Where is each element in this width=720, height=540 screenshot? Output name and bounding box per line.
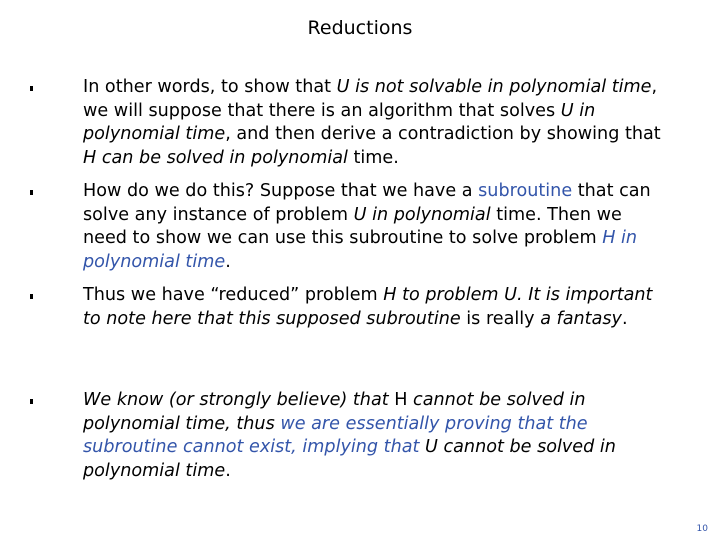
slide-title: Reductions [307, 17, 413, 39]
bullet-item [83, 180, 668, 274]
bullet-text [83, 390, 616, 481]
bullet-text-segment: . [225, 460, 231, 481]
bullet-text-segment: In other words, to show that [83, 77, 337, 97]
bullet-text-segment: a fantasy [540, 308, 622, 329]
bullet-text-segment: . [621, 308, 628, 329]
bullet-text-segment: H to problem U. It is important to note here that this supposed subroutine [83, 285, 653, 329]
bullet-text-segment: , we will suppose that there is an algorithm that solves [83, 77, 658, 121]
bullet-text-segment: time. [347, 147, 399, 168]
bullet-text [83, 285, 652, 329]
bullet-text-segment: . [225, 251, 231, 272]
bullet-marker [30, 399, 33, 404]
bullet-text-segment: we are essentially proving that the subroutine cannot exist, implying that [83, 413, 588, 457]
bullet-text-segment: H in polynomial time [83, 228, 638, 272]
bullet-marker [30, 190, 33, 195]
bullet-text-segment: We know (or strongly believe) that [83, 390, 395, 410]
page-number: 10 [696, 524, 708, 534]
bullet-marker [30, 294, 33, 299]
bullet-text-segment: subroutine [478, 181, 573, 201]
bullet-text-segment: is really [460, 308, 541, 329]
bullet-text-segment: Thus we have “reduced” problem [83, 285, 384, 305]
bullet-text-segment: H can be solved in polynomial [83, 147, 348, 168]
bullet-text [83, 181, 651, 272]
bullet-text [83, 77, 661, 168]
bullet-text-segment: cannot be solved in polynomial time, thus [83, 390, 586, 434]
bullet-item [83, 389, 668, 483]
bullet-text-segment: U is not solvable in polynomial time [336, 77, 652, 97]
bullet-text-segment: that can solve any instance of problem [83, 181, 651, 225]
bullet-text-segment: U cannot be solved in polynomial time [83, 437, 616, 481]
bullet-item [83, 76, 668, 170]
bullet-marker [30, 86, 33, 91]
bullet-text-segment: U in polynomial [353, 204, 491, 225]
bullet-text-segment: , and then derive a contradiction by showing that [225, 124, 661, 144]
bullet-text-segment: time. Then we need to show we can use this subroutine to solve problem [83, 204, 622, 248]
bullet-text-segment: How do we do this? Suppose that we have a [83, 181, 479, 201]
bullet-text-segment: U in polynomial time [83, 100, 596, 144]
bullet-text-segment: H [394, 390, 408, 410]
bullet-item [83, 284, 668, 331]
